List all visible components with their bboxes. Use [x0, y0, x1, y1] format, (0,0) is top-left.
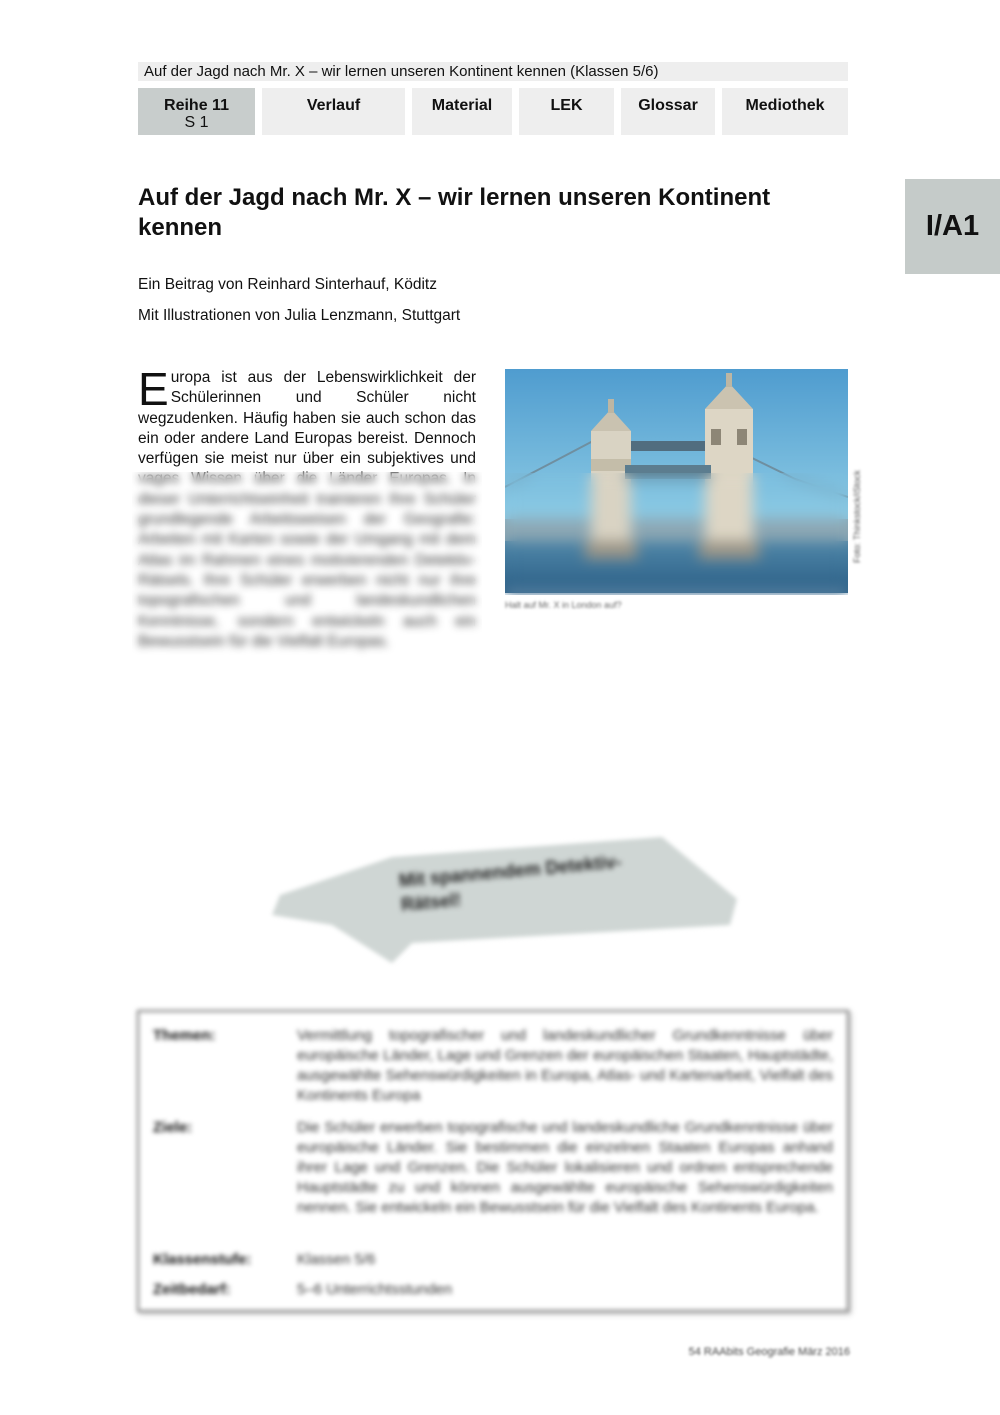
info-row-zeitbedarf — [153, 1280, 833, 1300]
page-title: Auf der Jagd nach Mr. X – wir lernen unseren Kontinent kennen — [138, 184, 771, 241]
tab-lek-label: LEK — [550, 97, 583, 114]
page-footer: 54 RAAbits Geografie März 2016 — [688, 1346, 850, 1358]
info-value: 5–6 Unterrichtsstunden — [297, 1281, 453, 1298]
info-value: Klassen 5/6 — [297, 1251, 376, 1268]
tab-mediothek-label: Mediothek — [745, 97, 825, 114]
intro-blur-overlay — [132, 472, 482, 672]
author-line: Ein Beitrag von Reinhard Sinterhauf, Köditz — [138, 276, 437, 293]
illustrator-line: Mit Illustrationen von Julia Lenzmann, Stuttgart — [138, 307, 461, 324]
banner-text: Mit spannendem Detektiv-Rätsel! — [398, 851, 623, 915]
info-row-ziele — [153, 1118, 833, 1218]
info-row-themen — [153, 1026, 833, 1106]
tab-reihe-page: S 1 — [184, 114, 209, 131]
tab-material[interactable] — [412, 88, 512, 135]
info-box — [137, 1010, 849, 1312]
intro-text: uropa ist aus der Lebenswirklichkeit der Schülerinnen und Schüler nicht wegzudenken. Häufig haben sie auch schon das ein oder andere Land Europas bereist. Dennoch verfügen sie meist nur über ein subjektives und vages Wissen über die Länder Europas. In dieser Unterrichtseinheit trainieren Ihre Schüler grundlegende Arbeitsweisen der Geografie: Arbeiten mit Karten sowie der Umgang mit dem Atlas im Rahmen eines motivierenden Detektiv-Rätsels. Ihre Schüler erwerben nicht nur ihre topografischen und landeskundlichen Kenntnisse, sondern entwickeln auch ein Bewusstsein für die Vielfalt Europas. — [138, 369, 476, 650]
info-value: Vermittlung topografischer und landeskundlicher Grundkenntnisse über europäische Länder, Lage und Grenzen der europäischen Staaten, Hauptstädte, ausgewählte Sehenswürdigkeiten in Europa, Atlas- und Kartenarbeit, Vielfalt des Kontinents Europa — [297, 1027, 833, 1104]
info-label: Klassenstufe: — [153, 1251, 252, 1268]
tab-glossar[interactable] — [621, 88, 715, 135]
chapter-tab: I/A1 — [905, 179, 1000, 274]
info-row-klassenstufe — [153, 1250, 833, 1270]
tab-verlauf-label: Verlauf — [306, 97, 361, 114]
tab-reihe[interactable] — [138, 88, 255, 135]
photo-credit: Foto: Thinkstock/iStock — [852, 470, 862, 563]
drop-cap: E — [138, 363, 169, 415]
info-label: Ziele: — [153, 1119, 193, 1136]
tab-lek[interactable] — [519, 88, 614, 135]
section-nav — [138, 88, 848, 135]
photo-caption: Halt auf Mr. X in London auf? — [505, 600, 622, 610]
tab-material-label: Material — [431, 97, 493, 114]
tab-glossar-label: Glossar — [638, 97, 698, 114]
running-head: Auf der Jagd nach Mr. X – wir lernen unseren Kontinent kennen (Klassen 5/6) — [138, 62, 848, 81]
photo-blur-overlay — [505, 473, 848, 595]
info-label: Zeitbedarf: — [153, 1281, 231, 1298]
tab-mediothek[interactable] — [722, 88, 848, 135]
tab-reihe-label: Reihe 11 — [164, 97, 229, 114]
info-value: Die Schüler erwerben topografische und landeskundliche Grundkenntnisse über europäische Länder. Sie bestimmen die einzelnen Staaten Europas anhand ihrer Lage und Grenzen. Die Schüler lokalisieren und ordnen entsprechende Hauptstädte zu und können ausgewählte europäische Sehenswürdigkeiten nennen. Sie entwickeln ein Bewusstsein für die Vielfalt des Kontinents Europa. — [297, 1119, 833, 1216]
info-label: Themen: — [153, 1027, 216, 1044]
tab-verlauf[interactable] — [262, 88, 405, 135]
